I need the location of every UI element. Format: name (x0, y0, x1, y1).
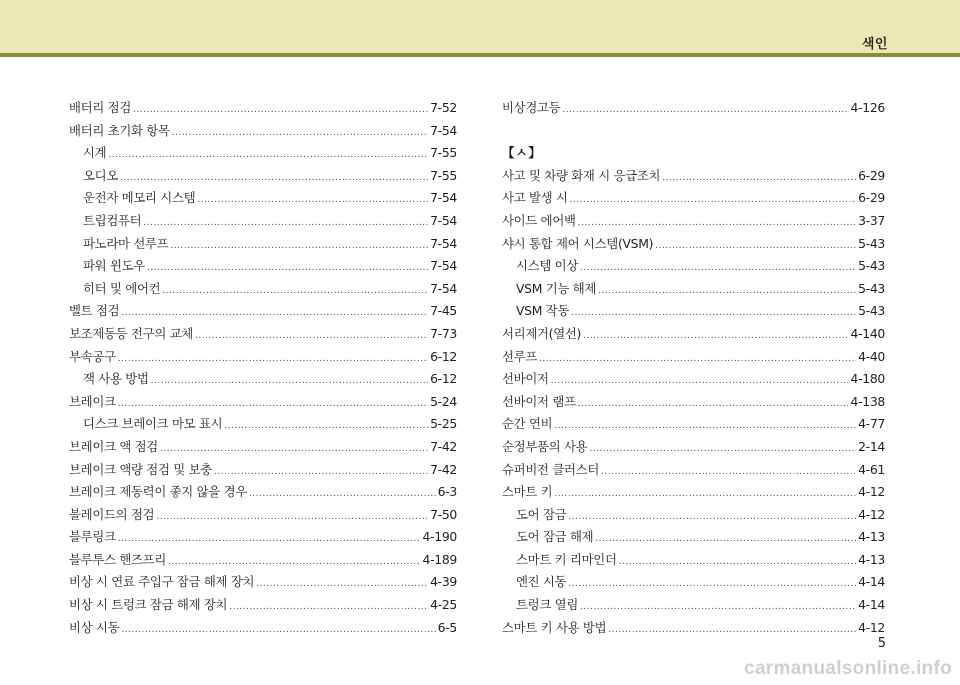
index-subentry (69, 368, 457, 391)
entry-term: 배터리 점검 (69, 100, 131, 115)
dot-leader (601, 461, 856, 484)
index-subentry (69, 165, 457, 188)
dot-leader (156, 506, 428, 529)
dot-leader (151, 370, 428, 393)
entry-page-ref: 2-14 (858, 438, 885, 454)
dot-leader (214, 461, 428, 484)
header-divider (0, 53, 960, 57)
index-subentry (502, 571, 885, 594)
dot-leader (197, 189, 428, 212)
dot-leader (571, 302, 856, 325)
dot-leader (580, 257, 856, 280)
index-entry (69, 549, 457, 572)
entry-page-ref: 7-54 (430, 122, 457, 138)
entry-term: 스마트 키 리마인더 (516, 551, 617, 567)
entry-page-ref: 7-54 (430, 280, 457, 296)
index-entry (502, 97, 885, 120)
entry-page-ref: 4-190 (422, 529, 457, 545)
index-subentry (69, 210, 457, 233)
index-subentry (502, 504, 885, 527)
dot-leader (249, 483, 436, 506)
entry-term: 디스크 브레이크 마모 표시 (83, 416, 223, 432)
dot-leader (554, 415, 856, 438)
dot-leader (589, 438, 856, 461)
entry-page-ref: 6-29 (858, 167, 885, 183)
entry-page-ref: 4-39 (430, 574, 457, 590)
entry-page-ref: 7-52 (430, 100, 457, 115)
entry-term: 선바이저 램프 (502, 393, 576, 409)
dot-leader (568, 573, 856, 596)
entry-page-ref: 3-37 (858, 212, 885, 228)
index-subentry (69, 278, 457, 301)
index-entry (502, 459, 885, 482)
entry-term: 순간 연비 (502, 416, 553, 432)
entry-page-ref: 4-77 (858, 416, 885, 432)
entry-term: 트립컴퓨터 (83, 212, 142, 228)
index-entry (69, 323, 457, 346)
entry-page-ref: 7-55 (430, 167, 457, 183)
index-entry (502, 617, 885, 640)
entry-term: 보조제동등 전구의 교체 (69, 325, 193, 341)
dot-leader (108, 144, 428, 167)
entry-page-ref: 4-14 (858, 597, 885, 613)
entry-page-ref: 5-43 (858, 303, 885, 319)
dot-leader (583, 325, 848, 348)
dot-leader (578, 393, 849, 416)
index-subentry (69, 413, 457, 436)
index-entry (502, 481, 885, 504)
entry-page-ref: 7-54 (430, 190, 457, 206)
entry-page-ref: 4-140 (850, 325, 885, 341)
dot-leader (224, 415, 428, 438)
dot-leader (133, 99, 428, 122)
index-subentry (502, 526, 885, 549)
entry-term: 사고 및 차량 화재 시 응급조치 (502, 167, 661, 183)
dot-leader (229, 596, 428, 619)
entry-term: 브레이크 액 점검 (69, 438, 158, 454)
entry-page-ref: 4-180 (850, 371, 885, 387)
entry-page-ref: 5-43 (858, 235, 885, 251)
entry-page-ref: 5-24 (430, 393, 457, 409)
dot-leader (598, 280, 856, 303)
watermark-logo: carmanualsonline.info (744, 658, 952, 679)
entry-term: VSM 기능 해제 (516, 280, 597, 296)
entry-page-ref: 5-25 (430, 416, 457, 432)
section-spacer (502, 120, 885, 143)
dot-leader (562, 99, 848, 122)
entry-term: 도어 잠금 해제 (516, 529, 594, 545)
index-entry (69, 346, 457, 369)
dot-leader (118, 528, 421, 551)
entry-term: 부속공구 (69, 348, 116, 364)
index-entry (69, 300, 457, 323)
entry-term: 엔진 시동 (516, 574, 567, 590)
entry-term: 운전자 메모리 시스템 (83, 190, 196, 206)
index-entry (69, 391, 457, 414)
dot-leader (120, 167, 428, 190)
dot-leader (551, 370, 849, 393)
entry-page-ref: 4-138 (850, 393, 885, 409)
entry-term: 사이드 에어백 (502, 212, 576, 228)
index-subentry (69, 142, 457, 165)
entry-term: 스마트 키 사용 방법 (502, 619, 607, 635)
entry-page-ref: 7-54 (430, 235, 457, 251)
dot-leader (554, 483, 856, 506)
entry-term: 파노라마 선루프 (83, 235, 169, 251)
entry-page-ref: 4-189 (422, 551, 457, 567)
entry-page-ref: 4-13 (858, 529, 885, 545)
entry-page-ref: 4-61 (858, 461, 885, 477)
index-subentry (502, 594, 885, 617)
entry-term: 시스템 이상 (516, 258, 578, 274)
dot-leader (121, 302, 428, 325)
dot-leader (162, 280, 428, 303)
index-entry (69, 481, 457, 504)
index-title: 색인 (861, 37, 888, 52)
entry-term: 선루프 (502, 348, 538, 364)
dot-leader (655, 235, 856, 258)
index-subentry (69, 233, 457, 256)
entry-page-ref: 7-55 (430, 145, 457, 161)
dot-leader (195, 325, 428, 348)
entry-term: 트렁크 열림 (516, 597, 578, 613)
index-subentry (502, 255, 885, 278)
entry-page-ref: 4-14 (858, 574, 885, 590)
entry-term: 샤시 통합 제어 시스템(VSM) (502, 235, 654, 251)
dot-leader (539, 348, 856, 371)
index-entry (69, 504, 457, 527)
entry-page-ref: 7-45 (430, 303, 457, 319)
dot-leader (121, 619, 435, 642)
entry-page-ref: 6-29 (858, 190, 885, 206)
index-subentry (502, 549, 885, 572)
index-column-right (502, 97, 885, 639)
index-entry (502, 210, 885, 233)
entry-term: 벨트 점검 (69, 303, 120, 319)
entry-term: 블레이드의 점검 (69, 506, 155, 522)
entry-page-ref: 4-25 (430, 597, 457, 613)
dot-leader (143, 212, 428, 235)
index-entry (69, 594, 457, 617)
header-band (0, 0, 960, 53)
index-entry (69, 120, 457, 143)
index-entry (502, 436, 885, 459)
dot-leader (147, 257, 428, 280)
entry-page-ref: 7-42 (430, 461, 457, 477)
entry-page-ref: 7-54 (430, 258, 457, 274)
index-entry (502, 346, 885, 369)
dot-leader (118, 348, 428, 371)
dot-leader (619, 551, 856, 574)
entry-term: 비상 시 연료 주입구 잠금 해제 장치 (69, 574, 255, 590)
entry-term: 도어 잠금 (516, 506, 567, 522)
index-entry (502, 233, 885, 256)
index-subentry (502, 278, 885, 301)
entry-term: 블루링크 (69, 529, 116, 545)
entry-page-ref: 7-42 (430, 438, 457, 454)
entry-term: 파워 윈도우 (83, 258, 145, 274)
index-entry (502, 323, 885, 346)
entry-page-ref: 6-5 (437, 619, 457, 635)
entry-term: VSM 작동 (516, 303, 570, 319)
index-subentry (502, 300, 885, 323)
entry-page-ref: 5-43 (858, 280, 885, 296)
entry-term: 브레이크 액량 점검 및 보충 (69, 461, 212, 477)
index-entry (69, 436, 457, 459)
index-entry (502, 165, 885, 188)
entry-term: 잭 사용 방법 (83, 371, 149, 387)
dot-leader (580, 596, 856, 619)
entry-page-ref: 6-12 (430, 371, 457, 387)
entry-page-ref: 4-13 (858, 551, 885, 567)
entry-page-ref: 7-50 (430, 506, 457, 522)
entry-term: 비상 시동 (69, 619, 120, 635)
index-subentry (69, 187, 457, 210)
entry-page-ref: 6-12 (430, 348, 457, 364)
entry-term: 시계 (83, 145, 107, 161)
entry-page-ref: 4-126 (850, 100, 885, 115)
entry-term: 비상 시 트렁크 잠금 해제 장치 (69, 597, 228, 613)
entry-term: 사고 발생 시 (502, 190, 568, 206)
entry-term: 스마트 키 (502, 484, 553, 500)
dot-leader (170, 235, 428, 258)
entry-term: 비상경고등 (502, 100, 561, 115)
entry-term: 서리제거(열선) (502, 325, 582, 341)
index-entry (502, 187, 885, 210)
entry-page-ref: 5-43 (858, 258, 885, 274)
section-heading: 【ㅅ】 (502, 145, 542, 161)
entry-term: 선바이저 (502, 371, 549, 387)
index-entry (69, 459, 457, 482)
dot-leader (595, 528, 856, 551)
index-entry (502, 413, 885, 436)
dot-leader (160, 438, 428, 461)
index-entry (69, 617, 457, 640)
index-entry (69, 571, 457, 594)
index-entry (502, 368, 885, 391)
entry-page-ref: 4-40 (858, 348, 885, 364)
entry-page-ref: 4-12 (858, 506, 885, 522)
entry-page-ref: 7-54 (430, 212, 457, 228)
index-subentry (69, 255, 457, 278)
entry-page-ref: 4-12 (858, 619, 885, 635)
index-entry (69, 526, 457, 549)
dot-leader (256, 573, 428, 596)
entry-page-ref: 7-73 (430, 325, 457, 341)
entry-term: 브레이크 제동력이 좋지 않을 경우 (69, 484, 247, 500)
entry-term: 배터리 초기화 항목 (69, 122, 170, 138)
entry-page-ref: 4-12 (858, 484, 885, 500)
dot-leader (172, 122, 428, 145)
dot-leader (570, 189, 856, 212)
dot-leader (118, 393, 428, 416)
page-number: 5 (877, 636, 886, 651)
entry-term: 브레이크 (69, 393, 116, 409)
dot-leader (578, 212, 856, 235)
index-column-left (69, 97, 457, 639)
index-entry (502, 391, 885, 414)
entry-term: 히터 및 에어컨 (83, 280, 161, 296)
dot-leader (568, 506, 856, 529)
index-entry (69, 97, 457, 120)
entry-term: 슈퍼비전 클러스터 (502, 461, 599, 477)
entry-term: 블루투스 핸즈프리 (69, 551, 166, 567)
dot-leader (662, 167, 856, 190)
dot-leader (168, 551, 420, 574)
dot-leader (608, 619, 856, 642)
entry-term: 오디오 (83, 167, 119, 183)
entry-page-ref: 6-3 (437, 484, 457, 500)
entry-term: 순정부품의 사용 (502, 438, 588, 454)
